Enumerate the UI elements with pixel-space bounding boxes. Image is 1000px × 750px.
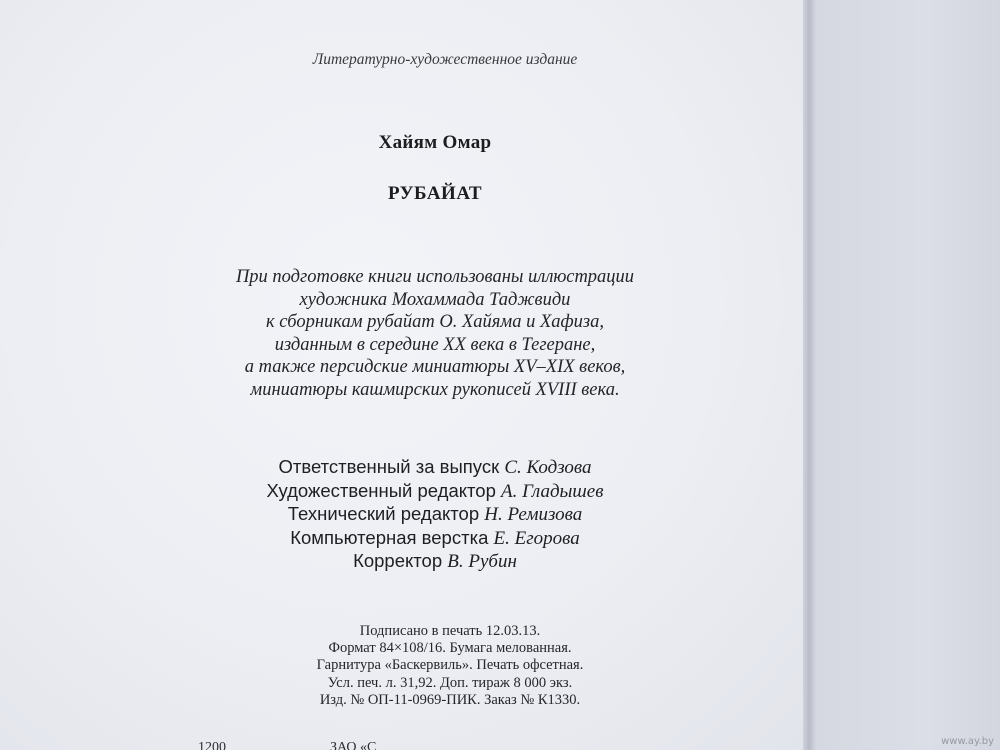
credit-role: Ответственный за выпуск: [278, 456, 500, 477]
credit-line: [0, 550, 870, 574]
edition-type: Литературно-художественное издание: [312, 51, 578, 68]
credit-name: С. Кодзова: [504, 457, 592, 478]
print-detail-line: Формат 84×108/16. Бумага мелованная.: [328, 640, 572, 657]
illustrations-line: миниатюры кашмирских рукописей XVIII века.: [250, 379, 620, 400]
credit-role: Технический редактор: [287, 503, 480, 525]
print-details: [0, 623, 900, 709]
site-watermark: www.ay.by: [941, 736, 994, 747]
credit-name: В. Рубин: [447, 551, 517, 573]
credit-role: Компьютерная верстка: [290, 526, 489, 548]
cut-off-bottom-text: [0, 740, 805, 750]
illustrations-note: [0, 266, 870, 401]
illustrations-line: При подготовке книги использованы иллюстрации: [235, 267, 635, 287]
illustrations-line: изданным в середине XX века в Тегеране,: [274, 334, 596, 355]
credit-name: А. Гладышев: [501, 480, 604, 502]
print-detail-line: Гарнитура «Баскервиль». Печать офсетная.: [316, 657, 584, 674]
credits-list: [0, 456, 870, 574]
illustrations-line: художника Мохаммада Таджвиди: [299, 289, 571, 310]
credit-line: [0, 527, 870, 551]
credit-role: Корректор: [353, 550, 443, 572]
credit-line: [0, 480, 870, 504]
cut-off-text-right: ЗАО «С: [330, 740, 377, 750]
credit-name: Е. Егорова: [493, 527, 580, 549]
book-title: РУБАЙАТ: [387, 183, 483, 204]
print-detail-line: Изд. № ОП-11-0969-ПИК. Заказ № К1330.: [319, 691, 581, 708]
print-detail-line: Усл. печ. л. 31,92. Доп. тираж 8 000 экз.: [327, 674, 573, 691]
credit-line: [0, 456, 870, 480]
illustrations-line: к сборникам рубайат О. Хайяма и Хафиза,: [266, 312, 604, 332]
credit-name: Н. Ремизова: [484, 504, 583, 526]
credit-line: [0, 503, 870, 527]
cut-off-text-left: 1200: [198, 740, 226, 750]
credit-role: Художественный редактор: [266, 479, 496, 501]
print-detail-line: Подписано в печать 12.03.13.: [359, 623, 541, 639]
illustrations-line: а также персидские миниатюры XV–XIX веков,: [244, 357, 626, 377]
book-author: Хайям Омар: [378, 132, 492, 153]
